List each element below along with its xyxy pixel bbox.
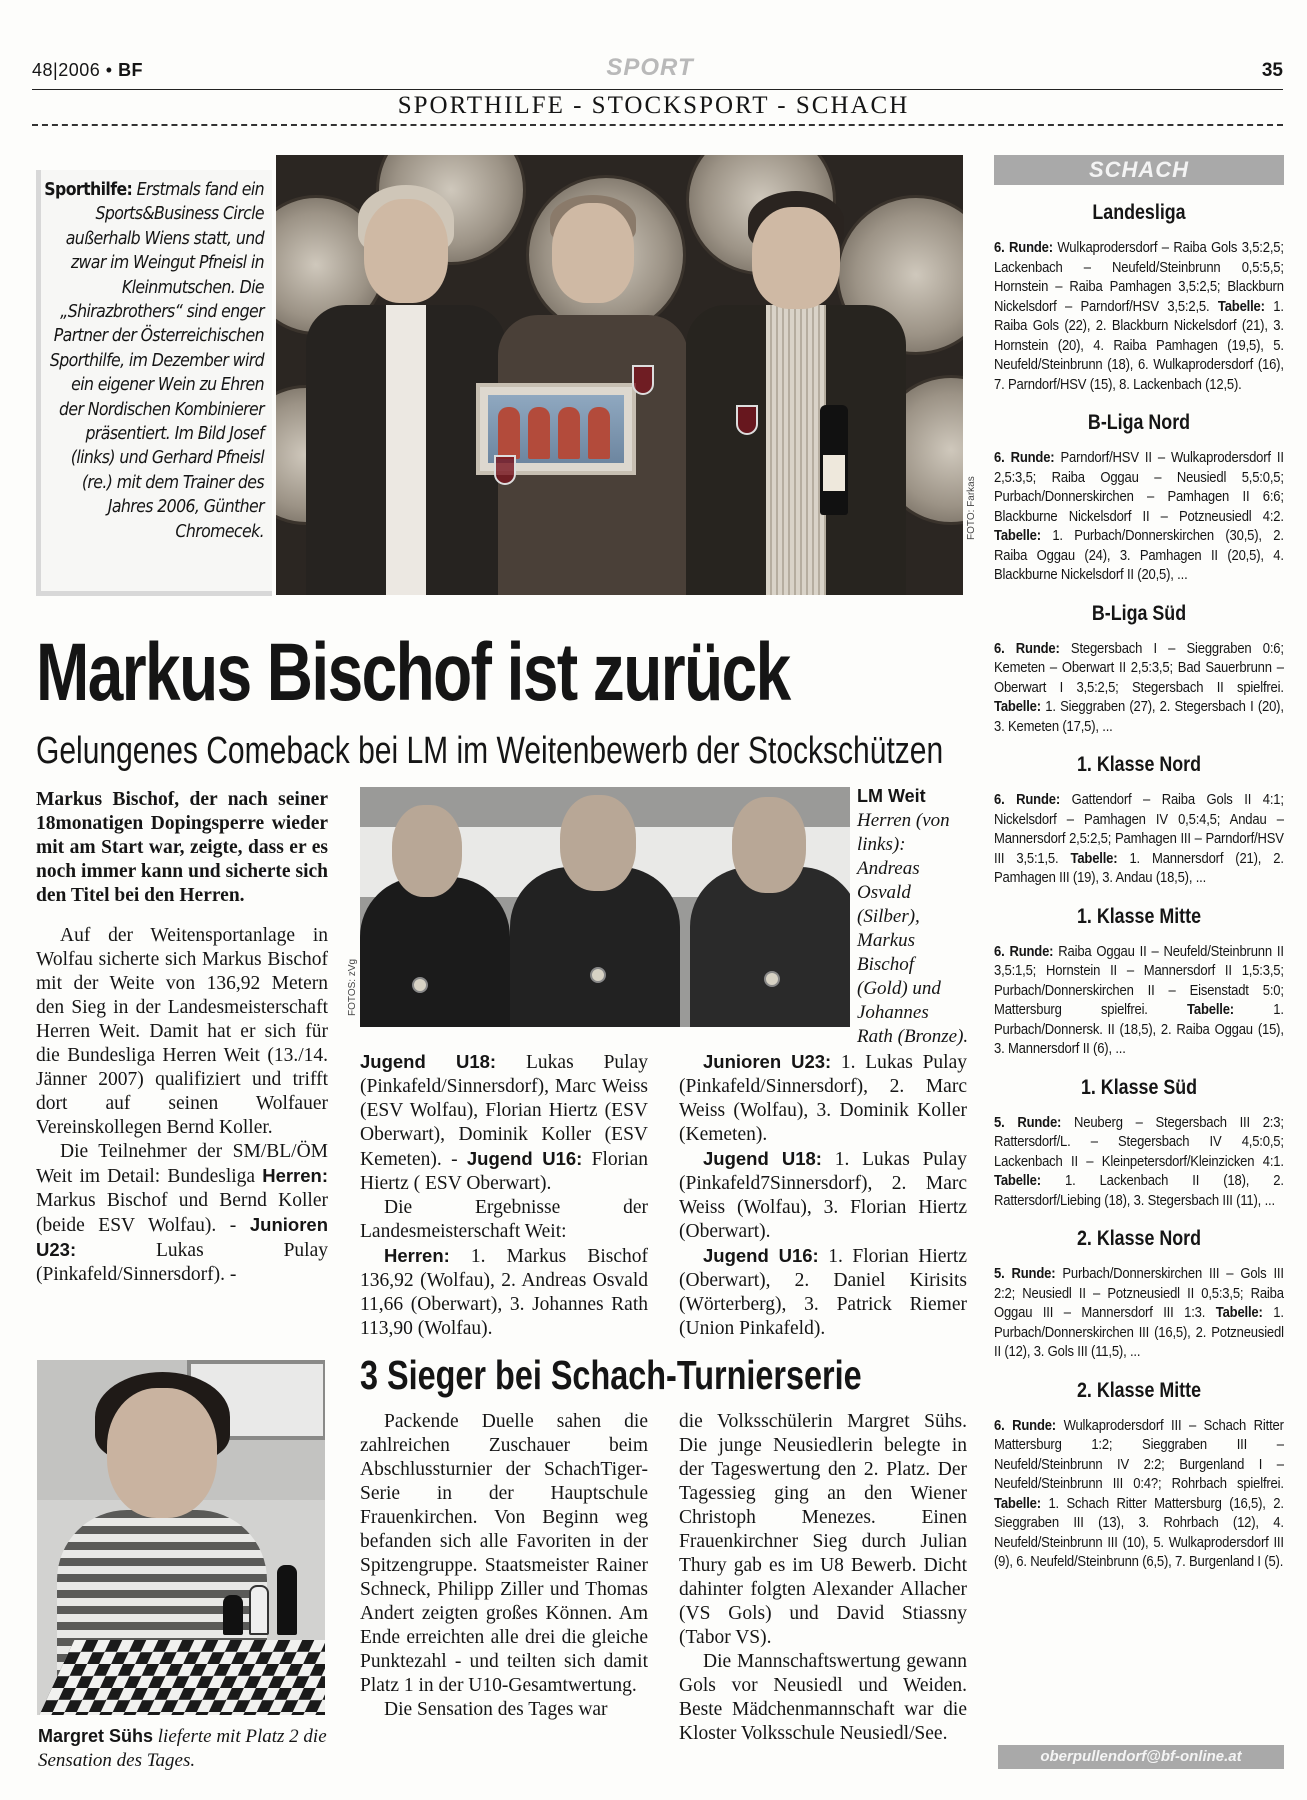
medal-icon	[764, 971, 780, 987]
brand-name: BF	[118, 60, 144, 80]
chessboard	[37, 1640, 325, 1715]
league-title: 1. Klasse Süd	[1080, 1075, 1198, 1099]
medal-icon	[590, 967, 606, 983]
top-photo-caption	[44, 178, 264, 544]
article2-column-2: die Volksschülerin Margret Sühs. Die junge Neusiedlerin belegte in der Tageswertung den 2. Platz. Der Tagessieg ging an den Wiener Christoph Menezes. Einen Frauenkirchner Sieg durch Julian Thury gab es im U8 Bewerb. Dicht dahinter folgten Alexander Allacher (VS Gols) und David Stiassny (Tabor VS). Die Mannschaftswertung gewann Gols vor Neusiedl und Weiden. Beste Mädchenmannschaft war die Kloster Volksschule Neusiedl/See.	[679, 1411, 967, 1744]
headline-main: Markus Bischof ist zurück	[36, 627, 790, 718]
lm-weit-photo	[360, 787, 850, 1027]
league-section	[994, 905, 1284, 1060]
league-results: 6. Runde: Parndorf/HSV II – Wulkaprodersdorf II 2,5:3,5; Raiba Oggau – Neusiedl 5,5:0,5; Purbach/Donnerskirchen – Pamhagen II 6:6; Blackburne Nickelsdorf II – Potzneusiedl 4:2. Tabelle: 1. Purbach/Donnerskirchen (30,5), 2. Raiba Oggau (24), 3. Pamhagen II (20,5), 4. Blackburne Nickelsdorf II (20,5), ...	[994, 450, 1284, 583]
margret-caption	[38, 1724, 328, 1773]
margret-suehs-photo	[37, 1360, 325, 1715]
top-photo-caption-box	[36, 170, 272, 596]
league-title: B-Liga Süd	[1091, 601, 1187, 625]
person-right	[686, 191, 906, 595]
article1-paragraph: Auf der Weitensportanlage in Wolfau sicherte sich Markus Bischof mit der Weite von 136,92 Metern den Sieg in der Landesmeisterschaft Herren Weit. Damit hat er sich für die Bundesliga Herren Weit (13./14. Jänner 2007) qualifiziert und trifft dort auf seinen Wolfauer Vereinskollegen Bernd Koller.	[36, 925, 328, 1138]
article1-paragraph: Die Teilnehmer der SM/BL/ÖM Weit im Detail: Bundesliga Herren: Markus Bischof und Bernd Koller (beide ESV Wolfau). - Junioren U23: Lukas Pulay (Pinkafeld/Sinnersdorf). -	[36, 1141, 329, 1285]
header-rule	[32, 89, 1283, 90]
chess-piece-icon	[249, 1585, 269, 1635]
caption-title: LM Weit	[857, 786, 926, 806]
caption-body: Erstmals fand ein Sports&Business Circle außerhalb Wiens statt, und zwar im Weingut Pfneisl in Kleinmutschen. Die „Shirazbrothers“ sind enger Partner der Österreichischen Sporthilfe, im Dezember wird ein eigener Wein zu Ehren der Nordischen Kombinierer präsentiert. Im Bild Josef (links) und Gerhard Pfneisl (re.) mit dem Trainer des Jahres 2006, Günther Chromecek.	[49, 180, 264, 542]
league-section	[994, 201, 1284, 395]
league-title: Landesliga	[1092, 201, 1186, 224]
league-section	[994, 1227, 1284, 1363]
article1-column-2: Jugend U18: Lukas Pulay (Pinkafeld/Sinnersdorf), Marc Weiss (ESV Wolfau), Florian Hiertz (ESV Oberwart), Dominik Koller (ESV Kemeten). - Jugend U16: Florian Hiertz ( ESV Oberwart). Die Ergebnisse der Landesmeisterschaft Weit: Herren: 1. Markus Bischof 136,92 (Wolfau), 2. Andreas Osvald 11,66 (Oberwart), 3. Johannes Rath 113,90 (Wolfau).	[360, 1051, 648, 1339]
issue-number: 48|2006 •	[32, 60, 113, 80]
article2-column-1: Packende Duelle sahen die zahlreichen Zuschauer beim Abschlussturnier der SchachTiger-Serie in der Hauptschule Frauenkirchen. Von Beginn weg befanden sich alle Favoriten in der Spitzengruppe. Staatsmeister Rainer Schneck, Philipp Ziller und Thomas Andert zeigten großes Können. Am Ende erreichten alle drei die gleiche Punktezahl - und teilten sich damit Platz 1 in der U10-Gesamtwertung. Die Sensation des Tages war	[360, 1411, 648, 1720]
league-section	[994, 602, 1284, 738]
page-number: 35	[1261, 60, 1283, 81]
dashed-divider	[32, 124, 1283, 126]
top-photo	[276, 155, 963, 595]
league-results: 6. Runde: Wulkaprodersdorf III – Schach Ritter Mattersburg 1:2; Sieggraben III – Neufeld/Steinbrunn IV 2:2; Burgenland I – Neufeld/Steinbrunn III 0:4?; Rohrbach spielfrei. Tabelle: 1. Schach Ritter Mattersburg (16,5), 2. Sieggraben III (13), 3. Rohrbach (12), 4. Neufeld/Steinbrunn III (10), 5. Wulkaprodersdorf III (9), 6. Neufeld/Steinbrunn (6,5), 7. Burgenland I (5).	[994, 1417, 1284, 1570]
section-label: SPORT	[606, 54, 694, 81]
league-title: 2. Klasse Mitte	[1076, 1378, 1202, 1402]
photo-credit: FOTO: Farkas	[966, 476, 977, 540]
league-section	[994, 1379, 1284, 1573]
sidebar-header: SCHACH	[994, 155, 1284, 185]
contact-email[interactable]: oberpullendorf@bf-online.at	[998, 1745, 1284, 1769]
league-title: 1. Klasse Nord	[1076, 753, 1202, 776]
league-results: 6. Runde: Stegersbach I – Sieggraben 0:6; Kemeten – Oberwart II 2,5:3,5; Bad Sauerbrunn – Oberwart I 3,5:2,5; Stegersbach II spielfrei. Tabelle: 1. Sieggraben (27), 2. Stegersbach I (20), 3. Kemeten (17,5), ...	[994, 640, 1284, 735]
article1-column-1	[36, 788, 328, 1287]
lm-weit-caption	[857, 784, 969, 1049]
photo-credit: FOTOS: zVg	[347, 958, 358, 1016]
league-section	[994, 753, 1284, 889]
article1-column-3: Junioren U23: 1. Lukas Pulay (Pinkafeld/Sinnersdorf), 2. Marc Weiss (Wolfau), 3. Dominik Koller (Kemeten). Jugend U18: 1. Lukas Pulay (Pinkafeld7Sinnersdorf), 2. Marc Weiss (Wolfau), 3. Florian Hiertz (Oberwart). Jugend U16: 1. Florian Hiertz (Oberwart), 2. Daniel Kirisits (Wörterberg), 3. Patrick Riemer (Union Pinkafeld).	[679, 1051, 968, 1339]
league-results: 6. Runde: Wulkaprodersdorf – Raiba Gols 3,5:2,5; Lackenbach – Neufeld/Steinbrunn 0,5:5,5; Hornstein – Raiba Pamhagen 3,5:2,5; Blackburn Nickelsdorf – Parndorf/HSV 3,5:2,5. Tabelle: 1. Raiba Gols (22), 2. Blackburn Nickelsdorf (21), 3. Hornstein (20), 4. Raiba Pamhagen (19,5), 5. Neufeld/Steinbrunn (18), 6. Wulkaprodersdorf (16), 7. Parndorf/HSV (15), 8. Lackenbach (12,5).	[994, 240, 1284, 393]
league-section	[994, 1076, 1284, 1212]
wine-bottle	[820, 405, 848, 515]
topics-title: SPORTHILFE - STOCKSPORT - SCHACH	[397, 92, 910, 119]
caption-lead: Sporthilfe:	[44, 180, 133, 200]
wine-glass	[736, 405, 758, 435]
schach-sidebar	[994, 155, 1284, 1573]
medal-icon	[412, 977, 428, 993]
league-results: 5. Runde: Neuberg – Stegersbach III 2:3; Rattersdorf/L. – Stegersbach IV 4,5:0,5; Lackenbach II – Kleinpetersdorf/Kleinzicken 4:1. Tabelle: 1. Lackenbach II (18), 2. Rattersdorf/Liebing (18), 3. Stegersbach III (11), ...	[994, 1114, 1284, 1209]
article1-lead: Markus Bischof, der nach seiner 18monatigen Dopingsperre wieder mit am Start war, zeigte, dass er es noch immer kann und sicherte sich den Titel bei den Herren.	[36, 789, 328, 906]
headline-schach: 3 Sieger bei Schach-Turnierserie	[360, 1352, 862, 1398]
issue-info	[32, 60, 143, 81]
caption-body: lieferte mit Platz 2 die Sensation des Tages.	[38, 1726, 327, 1771]
league-results: 5. Runde: Purbach/Donnerskirchen III – Gols III 2:2; Neusiedl II – Potzneusiedl II 0,5:3,5; Raiba Oggau III – Mannersdorf III 1:3. Tabelle: 1. Purbach/Donnerskirchen III (16,5), 2. Potzneusiedl II (12), 3. Gols III (11,5), ...	[994, 1266, 1284, 1360]
chess-piece-icon	[223, 1595, 243, 1635]
league-title: 2. Klasse Nord	[1076, 1227, 1202, 1250]
league-title: 1. Klasse Mitte	[1076, 904, 1202, 928]
league-section	[994, 411, 1284, 586]
wine-glass	[632, 365, 654, 395]
subheadline: Gelungenes Comeback bei LM im Weitenbewerb der Stockschützen	[36, 730, 944, 772]
chess-king-icon	[277, 1565, 297, 1635]
caption-body: Herren (von links): Andreas Osvald (Silber), Markus Bischof (Gold) und Johannes Rath (Bronze).	[857, 810, 969, 1047]
sidebar-sections	[994, 201, 1284, 1573]
league-title: B-Liga Nord	[1087, 411, 1191, 434]
league-results: 6. Runde: Gattendorf – Raiba Gols II 4:1; Nickelsdorf – Pamhagen IV 0,5:4,5; Andau – Mannersdorf 2,5:2,5; Pamhagen III – Parndorf/HSV III 3,5:1,5. Tabelle: 1. Mannersdorf (21), 2. Pamhagen III (19), 3. Andau (18,5), ...	[994, 792, 1284, 886]
caption-name: Margret Sühs	[38, 1726, 154, 1746]
league-results: 6. Runde: Raiba Oggau II – Neufeld/Steinbrunn II 3,5:1,5; Hornstein II – Mannersdorf II 1,5:3,5; Purbach/Donnerskirchen II – Eisenstadt 5:0; Mattersburg spielfrei. Tabelle: 1. Purbach/Donnersk. II (18,5), 2. Raiba Oggau (15), 3. Mannersdorf II (6), ...	[994, 943, 1284, 1057]
wine-glass	[494, 455, 516, 485]
